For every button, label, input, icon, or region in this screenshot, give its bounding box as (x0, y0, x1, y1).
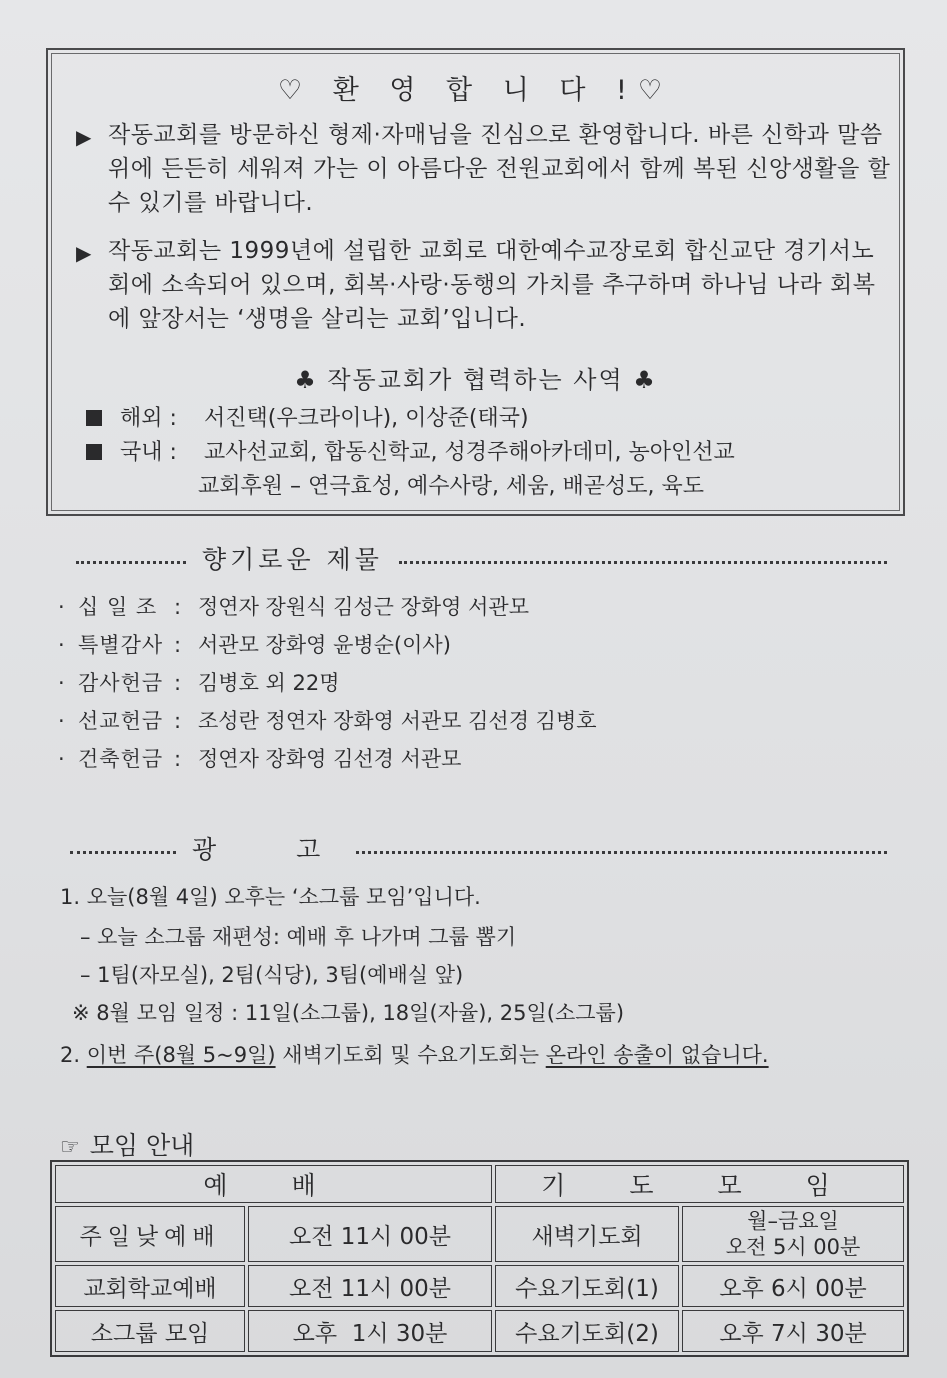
square-bullet-icon (86, 410, 102, 426)
ministry-overseas-label: 해외 : (120, 406, 177, 431)
welcome-paragraph-1 (76, 118, 896, 220)
arrow-icon: ▶ (76, 125, 92, 149)
announcement-line-1: 1. 오늘(8월 4일) 오후는 ‘소그룹 모임’입니다. (60, 885, 481, 909)
announcement-line-5-number: 2. (60, 1043, 87, 1067)
ministry-title: ♣ 작동교회가 협력하는 사역 ♣ (294, 366, 657, 394)
offering-names: 정연자 장화영 김선경 서관모 (198, 747, 462, 771)
offering-names: 정연자 장원식 김성근 장화영 서관모 (198, 595, 529, 619)
prayer-time-value: 오전 5시 00분 (725, 1235, 861, 1259)
square-bullet-icon (86, 444, 102, 460)
dotted-divider (399, 561, 887, 564)
table-row (55, 1265, 904, 1307)
offering-label: 십 일 조 (78, 595, 158, 619)
ministry-domestic-value: 교사선교회, 합동신학교, 성경주해아카데미, 농아인선교 (204, 440, 735, 465)
dotted-divider (70, 851, 176, 854)
announcement-line-5 (60, 1040, 769, 1070)
prayer-time: 오후 7시 30분 (682, 1310, 904, 1352)
offering-title: 향기로운 제물 (202, 545, 383, 574)
prayer-time (682, 1206, 904, 1262)
dotted-divider (76, 561, 186, 564)
offering-section-header (76, 540, 887, 576)
ministry-overseas (86, 402, 529, 436)
ministry-overseas-value: 서진택(우크라이나), 이상준(태국) (204, 406, 529, 431)
offering-item: · 선교헌금 : 조성란 정연자 장화영 서관모 김선경 김병호 (58, 706, 597, 736)
prayer-time: 오후 6시 00분 (682, 1265, 904, 1307)
worship-name: 교회학교예배 (55, 1265, 245, 1307)
welcome-paragraph-1-text: 작동교회를 방문하신 형제·자매님을 진심으로 환영합니다. 바른 신학과 말씀 위에 든든히 세워져 가는 이 아름다운 전원교회에서 함께 복된 신앙생활을 할 수 있기를 바랍니다. (108, 122, 891, 216)
welcome-box (46, 48, 905, 516)
meeting-schedule-table (50, 1160, 909, 1357)
offering-names: 서관모 장화영 윤병순(이사) (198, 633, 451, 657)
welcome-paragraph-2-text: 작동교회는 1999년에 설립한 교회로 대한예수교장로회 합신교단 경기서노회에 소속되어 있으며, 회복·사랑·동행의 가치를 추구하며 하나님 나라 회복에 앞장서는 ‘생명을 살리는 교회’입니다. (108, 238, 876, 332)
prayer-name: 수요기도회(2) (495, 1310, 679, 1352)
table-row (55, 1206, 904, 1262)
announcement-line-3: – 1팀(자모실), 2팀(식당), 3팀(예배실 앞) (80, 963, 464, 987)
worship-time: 오후 1시 30분 (248, 1310, 492, 1352)
prayer-header: 기 도 모 임 (495, 1165, 904, 1203)
prayer-name: 새벽기도회 (495, 1206, 679, 1262)
ministry-domestic-label: 국내 : (120, 440, 177, 465)
pointing-hand-icon: ☞ (60, 1135, 80, 1160)
offering-item: · 특별감사 : 서관모 장화영 윤병순(이사) (58, 630, 451, 660)
announcement-no-stream: 온라인 송출이 없습니다. (545, 1043, 769, 1067)
announcement-title: 광 고 (192, 835, 357, 864)
arrow-icon: ▶ (76, 241, 92, 265)
offering-item: · 감사헌금 : 김병호 외 22명 (58, 668, 340, 698)
announcement-section-header (70, 830, 887, 866)
dotted-divider (356, 851, 887, 854)
announcement-date-range: 이번 주(8월 5~9일) (86, 1043, 276, 1067)
welcome-title: ♡ 환 영 합 니 다 !♡ (277, 75, 674, 106)
welcome-paragraph-2 (76, 234, 896, 336)
worship-name: 소그룹 모임 (55, 1310, 245, 1352)
table-row (55, 1310, 904, 1352)
offering-names: 조성란 정연자 장화영 서관모 김선경 김병호 (198, 709, 597, 733)
announcement-line-5-middle: 새벽기도회 및 수요기도회는 (275, 1043, 546, 1067)
worship-time: 오전 11시 00분 (248, 1206, 492, 1262)
offering-names: 김병호 외 22명 (198, 671, 340, 695)
announcement-line-4: ※ 8월 모임 일정 : 11일(소그룹), 18일(자율), 25일(소그룹) (72, 1001, 625, 1025)
ministry-domestic (86, 436, 735, 470)
offering-label: 선교헌금 (78, 709, 164, 733)
worship-name: 주일낮예배 (55, 1206, 245, 1262)
offering-item: · 십 일 조 : 정연자 장원식 김성근 장화영 서관모 (58, 592, 529, 622)
announcement-line-2: – 오늘 소그룹 재편성: 예배 후 나가며 그룹 뽑기 (80, 925, 517, 949)
offering-label: 건축헌금 (78, 747, 164, 771)
ministry-domestic-continued: 교회후원 – 연극효성, 예수사랑, 세움, 배곧성도, 육도 (198, 474, 704, 499)
meeting-guide-title (60, 1126, 194, 1162)
offering-item: · 건축헌금 : 정연자 장화영 김선경 서관모 (58, 744, 461, 774)
prayer-days: 월–금요일 (747, 1209, 839, 1233)
prayer-name: 수요기도회(1) (495, 1265, 679, 1307)
meeting-guide-title-text: 모임 안내 (89, 1131, 195, 1160)
offering-label: 감사헌금 (78, 671, 164, 695)
worship-header: 예 배 (55, 1165, 492, 1203)
worship-time: 오전 11시 00분 (248, 1265, 492, 1307)
offering-label: 특별감사 (78, 633, 164, 657)
